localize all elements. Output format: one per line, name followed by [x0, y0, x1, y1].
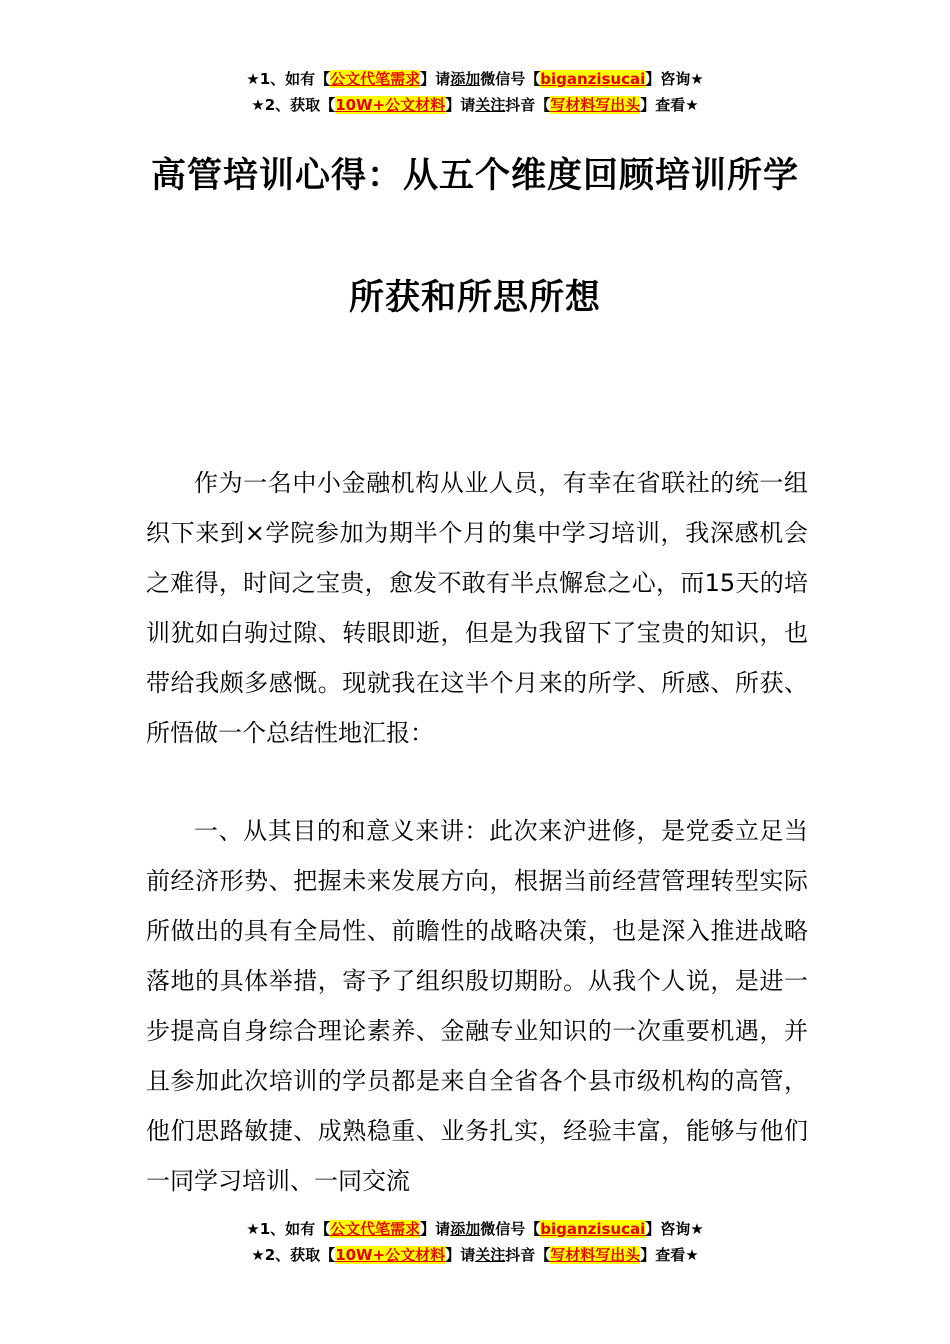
header-banner [0, 66, 950, 118]
banner-highlight: 10W+公文材料 [335, 96, 446, 114]
body-paragraph-1-block [146, 458, 808, 758]
banner-highlight: biganzisucai [540, 70, 646, 88]
document-title-line-2: 所获和所思所想 [348, 278, 601, 318]
banner-line-1: ★1、如有【公文代笔需求】请添加微信号【biganzisucai】咨询★ [246, 1220, 704, 1238]
banner-line-1: ★1、如有【公文代笔需求】请添加微信号【biganzisucai】咨询★ [246, 70, 704, 88]
banner-line-2: ★2、获取【10W+公文材料】请关注抖音【写材料写出头】查看★ [251, 96, 699, 114]
body-paragraph-2-block [146, 806, 808, 1206]
banner-highlight: 写材料写出头 [550, 1246, 641, 1264]
body-paragraph: 作为一名中小金融机构从业人员，有幸在省联社的统一组织下来到×学院参加为期半个月的集中学习培训，我深感机会之难得，时间之宝贵，愈发不敢有半点懈怠之心，而15天的培训犹如白驹过隙、转眼即逝，但是为我留下了宝贵的知识，也带给我颇多感慨。现就我在这半个月来的所学、所感、所获、所悟做一个总结性地汇报： [146, 469, 808, 747]
banner-highlight: 写材料写出头 [550, 96, 641, 114]
banner-highlight: 公文代笔需求 [330, 1220, 421, 1238]
banner-highlight: biganzisucai [540, 1220, 646, 1238]
banner-line-2: ★2、获取【10W+公文材料】请关注抖音【写材料写出头】查看★ [251, 1246, 699, 1264]
banner-highlight: 10W+公文材料 [335, 1246, 446, 1264]
body-paragraph: 一、从其目的和意义来讲：此次来沪进修，是党委立足当前经济形势、把握未来发展方向，根据当前经营管理转型实际所做出的具有全局性、前瞻性的战略决策，也是深入推进战略落地的具体举措，寄予了组织殷切期盼。从我个人说，是进一步提高自身综合理论素养、金融专业知识的一次重要机遇，并且参加此次培训的学员都是来自全省各个县市级机构的高管，他们思路敏捷、成熟稳重、业务扎实，经验丰富，能够与他们一同学习培训、一同交流 [146, 817, 808, 1195]
banner-highlight: 公文代笔需求 [330, 70, 421, 88]
document-title-line-1: 高管培训心得：从五个维度回顾培训所学 [150, 156, 799, 196]
footer-banner [0, 1216, 950, 1268]
